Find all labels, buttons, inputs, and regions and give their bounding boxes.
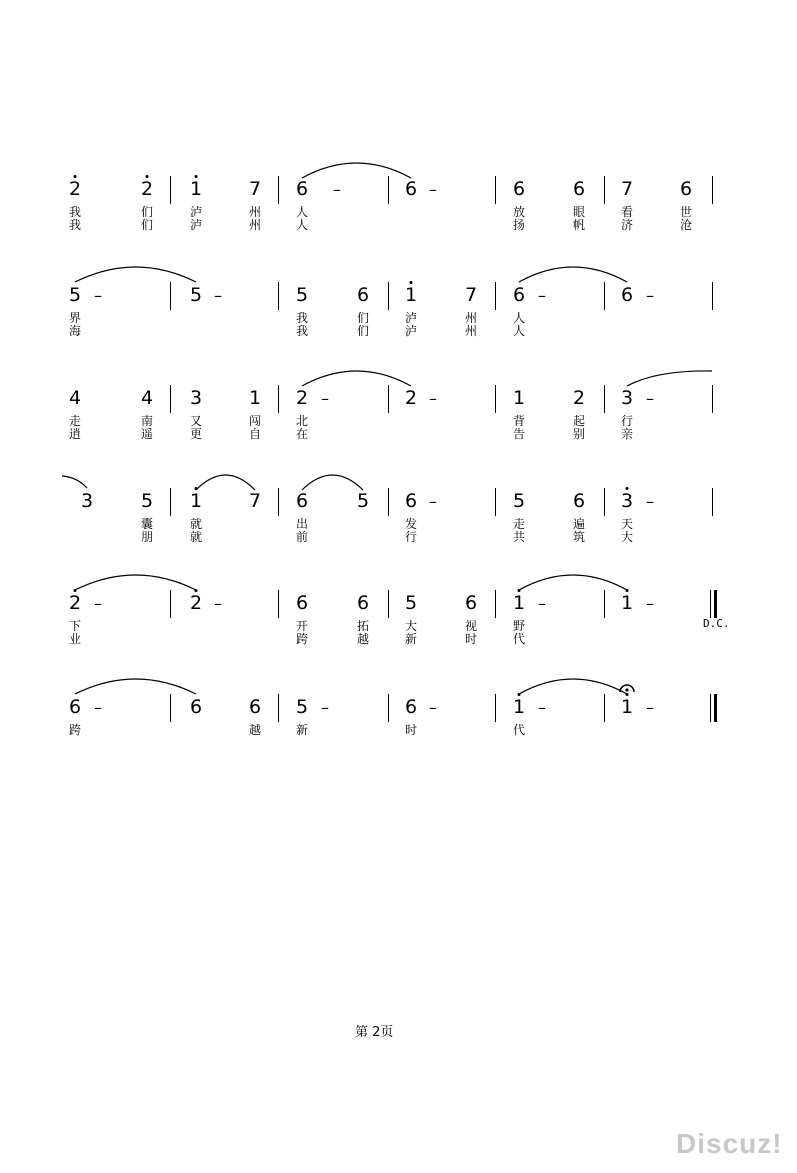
note-digit: 5 <box>140 490 154 512</box>
note-digit: 6 <box>248 696 262 718</box>
lyric-verse-1: 泸 <box>189 205 203 219</box>
lyric-verse-1: 野 <box>512 619 526 633</box>
lyric-verse-2: 在 <box>295 427 309 441</box>
barline <box>604 282 605 310</box>
fermata-icon <box>620 685 634 692</box>
sustain-dash: – <box>214 286 222 305</box>
barline <box>495 385 496 413</box>
note-digit: 4 <box>140 387 154 409</box>
note-digit: 6 <box>572 490 586 512</box>
lyric-verse-2: 济 <box>620 218 634 232</box>
note-digit: 6 <box>404 490 418 512</box>
note-digit: 1 <box>189 490 203 512</box>
barline <box>278 176 279 204</box>
lyric-verse-1: 跨 <box>68 723 82 737</box>
lyric-verse-1: 就 <box>189 517 203 531</box>
note-digit: 3 <box>620 387 634 409</box>
barline <box>495 176 496 204</box>
note-digit: 2 <box>572 387 586 409</box>
barline <box>170 385 171 413</box>
note-digit: 1 <box>189 178 203 200</box>
note-digit: 5 <box>404 592 418 614</box>
note-digit: 6 <box>572 178 586 200</box>
lyric-verse-1: 越 <box>248 723 262 737</box>
note-digit: 6 <box>404 178 418 200</box>
sustain-dash: – <box>538 594 546 613</box>
barline <box>278 488 279 516</box>
lyric-verse-1: 们 <box>356 311 370 325</box>
lyric-verse-1: 又 <box>189 414 203 428</box>
lyric-verse-1: 发 <box>404 517 418 531</box>
sustain-dash: – <box>94 698 102 717</box>
note-digit: 3 <box>80 490 94 512</box>
lyric-verse-2: 遥 <box>140 427 154 441</box>
note-digit: 1 <box>248 387 262 409</box>
lyric-verse-2: 海 <box>68 324 82 338</box>
sustain-dash: – <box>429 180 437 199</box>
note-digit: 5 <box>356 490 370 512</box>
note-digit: 4 <box>68 387 82 409</box>
dc-mark: D.C. <box>703 617 730 630</box>
lyric-verse-1: 天 <box>620 517 634 531</box>
note-digit: 6 <box>68 696 82 718</box>
note-digit: 6 <box>356 592 370 614</box>
note-digit: 3 <box>189 387 203 409</box>
lyric-verse-2: 逍 <box>68 427 82 441</box>
barline <box>388 590 389 618</box>
octave-dot <box>74 175 77 178</box>
note-digit: 6 <box>512 284 526 306</box>
octave-dot <box>626 693 629 696</box>
lyric-verse-1: 拓 <box>356 619 370 633</box>
lyric-verse-1: 我 <box>68 205 82 219</box>
sustain-dash: – <box>429 698 437 717</box>
barline <box>712 488 713 516</box>
note-digit: 2 <box>68 592 82 614</box>
watermark-logo: Discuz! <box>676 1128 783 1159</box>
lyric-verse-1: 行 <box>620 414 634 428</box>
note-digit: 6 <box>295 490 309 512</box>
lyric-verse-1: 起 <box>572 414 586 428</box>
note-digit: 1 <box>620 592 634 614</box>
barline <box>495 282 496 310</box>
note-digit: 2 <box>68 178 82 200</box>
lyric-verse-1: 背 <box>512 414 526 428</box>
sustain-dash: – <box>321 698 329 717</box>
barline <box>388 385 389 413</box>
lyric-verse-1: 看 <box>620 205 634 219</box>
lyric-verse-2: 我 <box>68 218 82 232</box>
note-digit: 6 <box>620 284 634 306</box>
barline <box>604 694 605 722</box>
barline <box>170 176 171 204</box>
sustain-dash: – <box>429 389 437 408</box>
sustain-dash: – <box>321 389 329 408</box>
barline <box>712 385 713 413</box>
lyric-verse-2: 就 <box>189 530 203 544</box>
lyric-verse-1: 下 <box>68 619 82 633</box>
lyric-verse-1: 走 <box>68 414 82 428</box>
lyric-verse-2: 州 <box>248 218 262 232</box>
slur <box>519 679 627 694</box>
note-digit: 5 <box>512 490 526 512</box>
barline <box>278 694 279 722</box>
lyric-verse-2: 扬 <box>512 218 526 232</box>
barline <box>388 282 389 310</box>
final-barline-thick <box>714 590 717 618</box>
lyric-verse-1: 遍 <box>572 517 586 531</box>
lyric-verse-2: 朋 <box>140 530 154 544</box>
barline <box>388 488 389 516</box>
lyric-verse-2: 别 <box>572 427 586 441</box>
lyric-verse-1: 人 <box>512 311 526 325</box>
slur <box>75 679 196 694</box>
lyric-verse-2: 沧 <box>679 218 693 232</box>
lyric-verse-1: 闯 <box>248 414 262 428</box>
note-digit: 7 <box>248 178 262 200</box>
slur <box>62 476 87 488</box>
barline <box>604 385 605 413</box>
slur <box>75 575 196 590</box>
lyric-verse-1: 时 <box>404 723 418 737</box>
sustain-dash: – <box>646 286 654 305</box>
barline <box>170 694 171 722</box>
note-digit: 6 <box>295 178 309 200</box>
lyric-verse-1: 界 <box>68 311 82 325</box>
note-digit: 6 <box>464 592 478 614</box>
lyric-verse-2: 代 <box>512 632 526 646</box>
note-digit: 6 <box>295 592 309 614</box>
slur <box>519 575 627 590</box>
lyric-verse-1: 州 <box>248 205 262 219</box>
sustain-dash: – <box>94 286 102 305</box>
lyric-verse-1: 囊 <box>140 517 154 531</box>
slur <box>519 267 627 282</box>
lyric-verse-2: 们 <box>140 218 154 232</box>
sustain-dash: – <box>646 492 654 511</box>
barline <box>604 590 605 618</box>
note-digit: 7 <box>464 284 478 306</box>
lyric-verse-1: 泸 <box>404 311 418 325</box>
sustain-dash: – <box>538 286 546 305</box>
octave-dot <box>74 589 77 592</box>
sustain-dash: – <box>646 389 654 408</box>
final-barline-thin <box>710 590 711 618</box>
note-digit: 7 <box>620 178 634 200</box>
note-digit: 2 <box>140 178 154 200</box>
lyric-verse-2: 亲 <box>620 427 634 441</box>
slur <box>302 163 411 178</box>
lyric-verse-2: 越 <box>356 632 370 646</box>
lyric-verse-2: 我 <box>295 324 309 338</box>
octave-dot <box>146 175 149 178</box>
note-digit: 5 <box>189 284 203 306</box>
slur <box>302 371 411 386</box>
barline <box>495 590 496 618</box>
lyric-verse-1: 我 <box>295 311 309 325</box>
lyric-verse-1: 眼 <box>572 205 586 219</box>
note-digit: 5 <box>295 696 309 718</box>
note-digit: 2 <box>295 387 309 409</box>
note-digit: 1 <box>512 696 526 718</box>
lyric-verse-1: 视 <box>464 619 478 633</box>
lyric-verse-1: 北 <box>295 414 309 428</box>
sustain-dash: – <box>333 180 341 199</box>
barline <box>170 282 171 310</box>
lyric-verse-2: 行 <box>404 530 418 544</box>
lyric-verse-1: 走 <box>512 517 526 531</box>
sustain-dash: – <box>214 594 222 613</box>
sustain-dash: – <box>646 698 654 717</box>
note-digit: 6 <box>356 284 370 306</box>
lyric-verse-1: 大 <box>404 619 418 633</box>
note-digit: 5 <box>68 284 82 306</box>
lyric-verse-2: 跨 <box>295 632 309 646</box>
slur <box>75 267 196 282</box>
lyric-verse-2: 自 <box>248 427 262 441</box>
barline <box>712 282 713 310</box>
barline <box>278 385 279 413</box>
barline <box>495 694 496 722</box>
note-digit: 2 <box>404 387 418 409</box>
octave-dot <box>626 487 629 490</box>
lyric-verse-2: 人 <box>295 218 309 232</box>
note-digit: 1 <box>512 592 526 614</box>
octave-dot <box>195 589 198 592</box>
lyric-verse-2: 告 <box>512 427 526 441</box>
barline <box>495 488 496 516</box>
lyric-verse-1: 人 <box>295 205 309 219</box>
lyric-verse-2: 帆 <box>572 218 586 232</box>
octave-dot <box>410 281 413 284</box>
sustain-dash: – <box>429 492 437 511</box>
final-barline-thick <box>714 694 717 722</box>
lyric-verse-1: 代 <box>512 723 526 737</box>
note-digit: 6 <box>679 178 693 200</box>
note-digit: 6 <box>512 178 526 200</box>
lyric-verse-2: 前 <box>295 530 309 544</box>
final-barline-thin <box>710 694 711 722</box>
lyric-verse-1: 开 <box>295 619 309 633</box>
lyric-verse-2: 人 <box>512 324 526 338</box>
octave-dot <box>626 589 629 592</box>
lyric-verse-1: 新 <box>295 723 309 737</box>
note-digit: 6 <box>189 696 203 718</box>
slur <box>627 371 712 386</box>
octave-dot <box>518 693 521 696</box>
slur <box>196 475 255 490</box>
barline <box>712 176 713 204</box>
sustain-dash: – <box>646 594 654 613</box>
lyric-verse-1: 出 <box>295 517 309 531</box>
note-digit: 3 <box>620 490 634 512</box>
lyric-verse-2: 筑 <box>572 530 586 544</box>
octave-dot <box>518 589 521 592</box>
lyric-verse-1: 世 <box>679 205 693 219</box>
octave-dot <box>195 487 198 490</box>
sustain-dash: – <box>538 698 546 717</box>
note-digit: 6 <box>404 696 418 718</box>
lyric-verse-2: 新 <box>404 632 418 646</box>
lyric-verse-1: 州 <box>464 311 478 325</box>
lyric-verse-2: 业 <box>68 632 82 646</box>
barline <box>604 488 605 516</box>
barline <box>278 282 279 310</box>
note-digit: 1 <box>512 387 526 409</box>
note-digit: 1 <box>404 284 418 306</box>
lyric-verse-2: 州 <box>464 324 478 338</box>
barline <box>388 176 389 204</box>
lyric-verse-2: 时 <box>464 632 478 646</box>
barline <box>278 590 279 618</box>
note-digit: 5 <box>295 284 309 306</box>
lyric-verse-1: 放 <box>512 205 526 219</box>
lyric-verse-2: 泸 <box>404 324 418 338</box>
note-digit: 1 <box>620 696 634 718</box>
page-number: 第 2页 <box>355 1025 394 1040</box>
barline <box>170 590 171 618</box>
lyric-verse-2: 大 <box>620 530 634 544</box>
note-digit: 2 <box>189 592 203 614</box>
sustain-dash: – <box>94 594 102 613</box>
barline <box>170 488 171 516</box>
lyric-verse-2: 们 <box>356 324 370 338</box>
lyric-verse-2: 更 <box>189 427 203 441</box>
barline <box>604 176 605 204</box>
note-digit: 7 <box>248 490 262 512</box>
octave-dot <box>195 175 198 178</box>
lyric-verse-1: 们 <box>140 205 154 219</box>
lyric-verse-1: 南 <box>140 414 154 428</box>
lyric-verse-2: 泸 <box>189 218 203 232</box>
lyric-verse-2: 共 <box>512 530 526 544</box>
slur <box>302 475 363 490</box>
barline <box>388 694 389 722</box>
